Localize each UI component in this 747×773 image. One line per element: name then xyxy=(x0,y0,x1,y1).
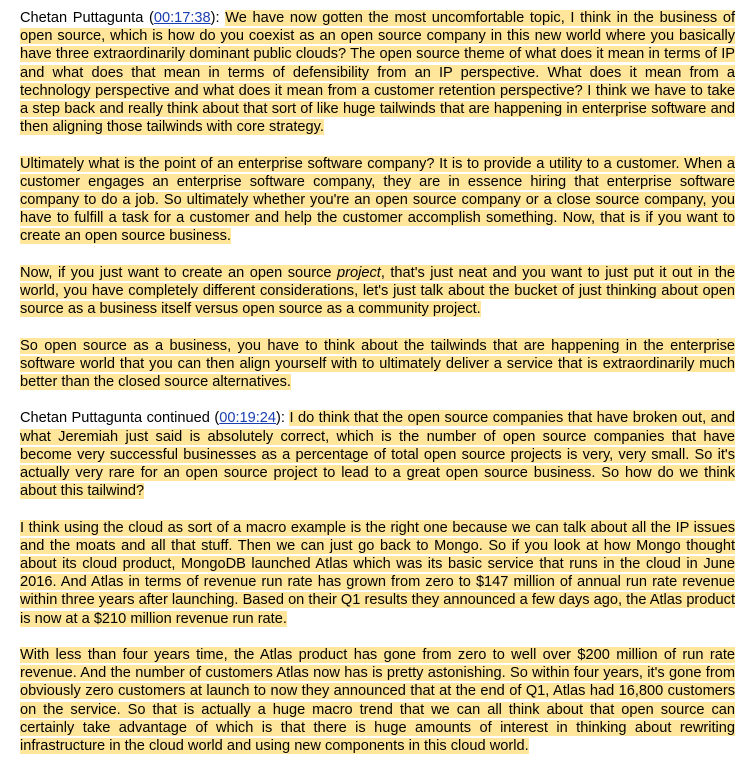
highlighted-text: I do think that the open source companies that have broken out, and what Jeremiah just said is absolutely correct, which is the number of open source companies that have become very successful businesses as a percentage of total open source projects is very, very small. So it's actually very rare for an open source project to lead to a great open source business. So how do we think about this tailwind? xyxy=(20,410,735,500)
timestamp-link[interactable]: 00:17:38 xyxy=(153,10,211,26)
highlighted-text: Ultimately what is the point of an enterprise software company? It is to provide a utility to a customer. When a customer engages an enterprise software company, they are in essence hiring that enterprise software company to do a job. So ultimately whether you're an open source company or a close source company, you have to fulfill a task for a customer and help the customer accomplish something. Now, that is if you want to create an open source business. xyxy=(20,155,735,245)
timestamp-link[interactable]: 00:19:24 xyxy=(219,410,277,427)
highlighted-text: We have now gotten the most uncomfortable topic, I think in the business of open source, which is how do you coexist as an open source company in this new world where you basically have three extraordinarily dominant public clouds? The open source theme of what does it mean in terms of IP and what does that mean in terms of defensibility from an IP perspective. What does it mean from a technology perspective and what does it mean from a customer retention perspective? I think we have to take a step back and really think about that sort of like huge tailwinds that are happening in enterprise software and then aligning those tailwinds with core strategy. xyxy=(20,10,735,136)
text-segment: Now, if you just want to create an open source xyxy=(20,264,338,281)
highlighted-text: So open source as a business, you have to think about the tailwinds that are happening in the enterprise software world that you can then align yourself with to ultimately deliver a service that is extraordinarily much better than the closed source alternatives. xyxy=(20,337,735,391)
speaker-name: Chetan Puttagunta continued xyxy=(20,410,210,427)
italic-word: project xyxy=(337,264,381,281)
transcript-paragraph xyxy=(20,155,735,246)
transcript-paragraph xyxy=(20,337,735,392)
speaker-name: Chetan Puttagunta xyxy=(20,10,144,26)
transcript-paragraph xyxy=(20,646,735,755)
text-segment: , that's just neat and you want to just put it out in the world, you have completely different considerations, let's just talk about the bucket of just thinking about open source as a business itself versus open source as a community project. xyxy=(20,264,735,318)
highlighted-text xyxy=(20,265,735,317)
highlighted-text: I think using the cloud as sort of a macro example is the right one because we can talk about all the IP issues and the moats and all that stuff. Then we can just go back to Mongo. So if you look at how Mongo thought about its cloud product, MongoDB launched Atlas which was its basic service that runs in the cloud in June 2016. And Atlas in terms of revenue run rate has grown from zero to $147 million of annual run rate revenue within three years after launching. Based on their Q1 results they announced a few days ago, the Atlas product is now at a $210 million revenue run rate. xyxy=(20,519,735,627)
transcript-paragraph xyxy=(20,264,735,319)
highlighted-text: With less than four years time, the Atlas product has gone from zero to well over $200 million of run rate revenue. And the number of customers Atlas now has is pretty astonishing. So within four years, it's gone from obviously zero customers at launch to now they announced that at the end of Q1, Atlas had 16,800 customers on the service. So that is actually a huge macro trend that we can all think about that open source can certainly take advantage of which is that there is huge amounts of interest in thinking about rewriting infrastructure in the cloud world and using new components in this cloud world. xyxy=(20,647,735,755)
transcript-document xyxy=(20,9,735,773)
transcript-paragraph: Chetan Puttagunta (00:17:38): We have now gotten the most uncomfortable topic, I think in the business of open source, which is how do you coexist as an open source company in this new world where you basically have three extraordinarily dominant public clouds? The open source theme of what does it mean in terms of IP and what does that mean in terms of defensibility from an IP perspective. What does it mean from a technology perspective and what does it mean from a customer retention perspective? I think we have to take a step back and really think about that sort of like huge tailwinds that are happening in enterprise software and then aligning those tailwinds with core strategy. xyxy=(20,10,735,136)
transcript-paragraph xyxy=(20,519,735,628)
transcript-paragraph: Chetan Puttagunta continued (00:19:24): I do think that the open source companies that have broken out, and what Jeremiah just said is absolutely correct, which is the number of open source companies that have become very successful businesses as a percentage of total open source projects is very, very small. So it's actually very rare for an open source project to lead to a great open source business. So how do we think about this tailwind? xyxy=(20,410,735,500)
